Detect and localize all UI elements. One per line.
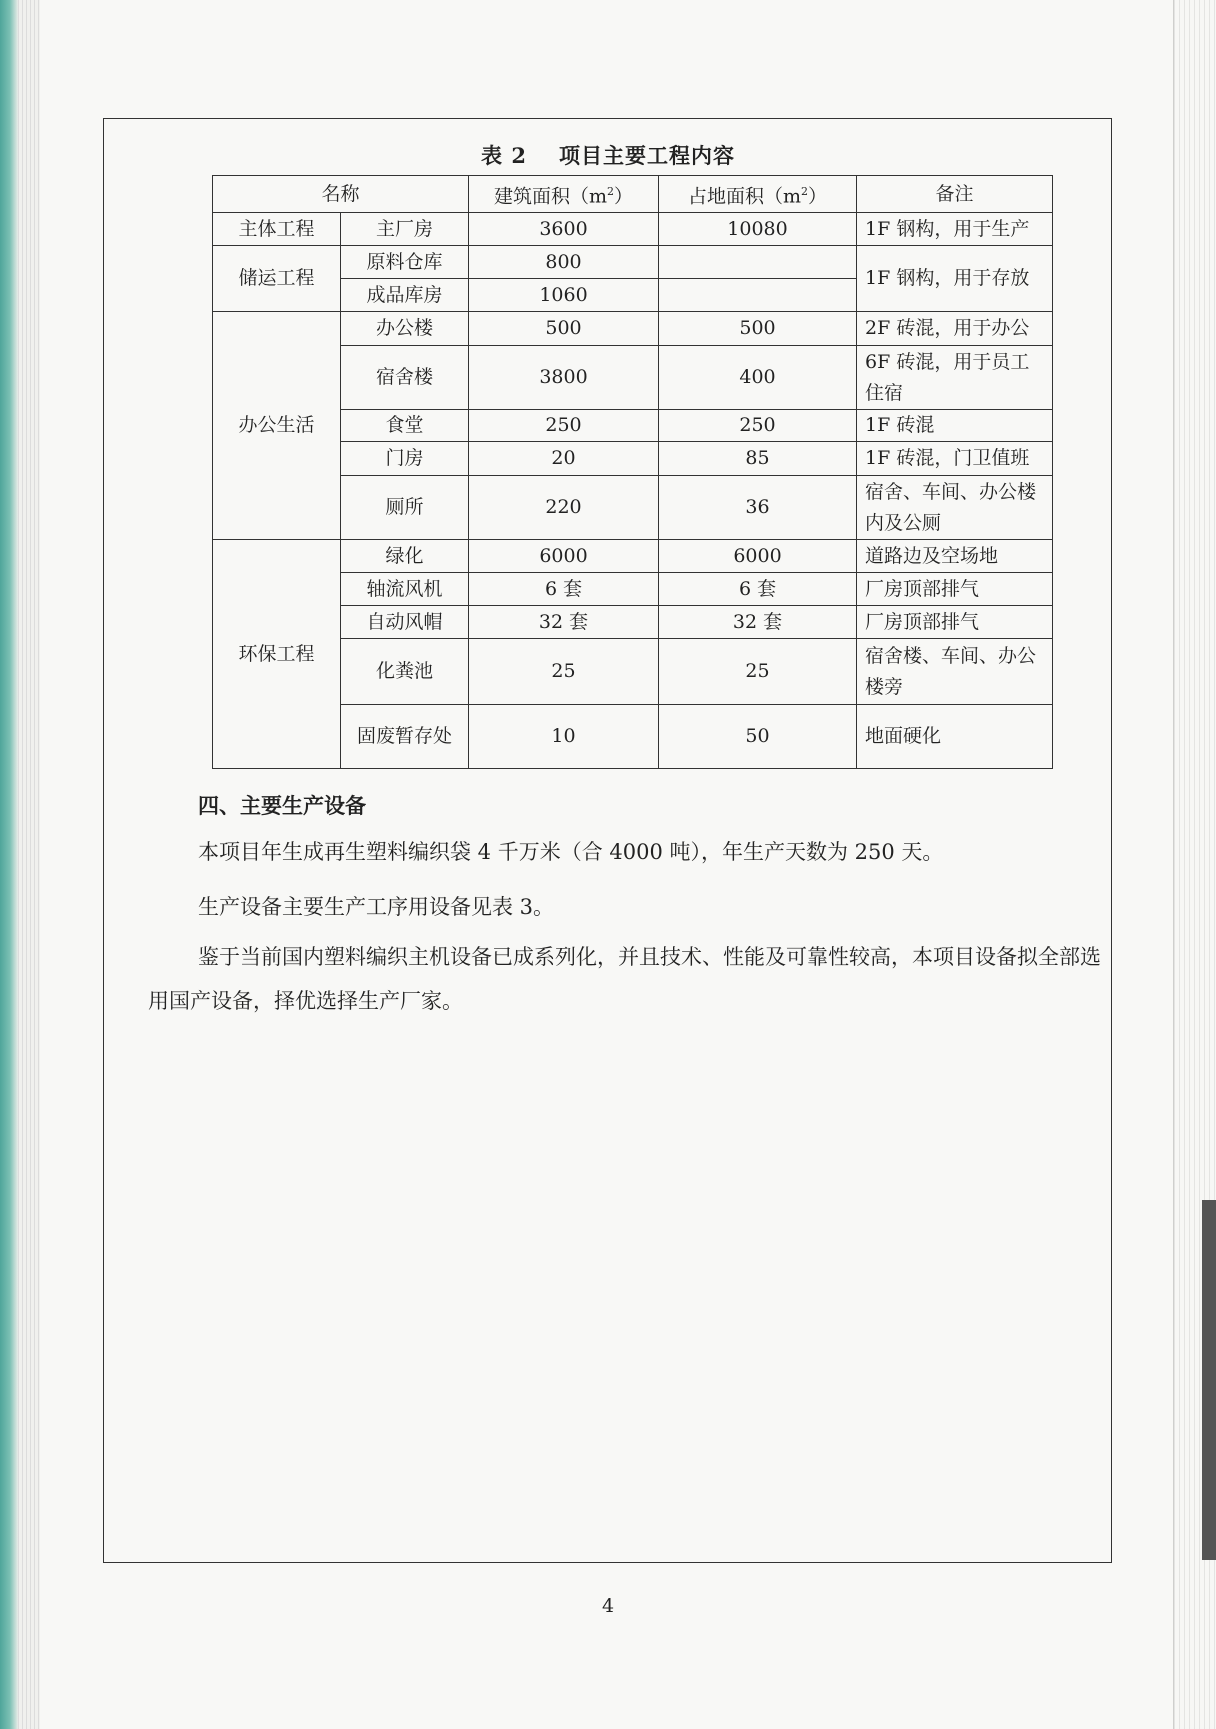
row-building: 10 xyxy=(469,705,659,769)
row-floor xyxy=(659,246,857,279)
header-building-area: 建筑面积$(m^2)$ xyxy=(469,176,659,213)
paragraph-equipment-ref: 生产设备主要生产工序用设备见表 3。 xyxy=(198,895,555,919)
row-building: 500 xyxy=(469,312,659,346)
table-row xyxy=(213,312,1053,346)
row-building: 800 xyxy=(469,246,659,279)
row-name: 食堂 xyxy=(341,410,469,442)
project-table xyxy=(212,175,1053,769)
group-main: 主体工程 xyxy=(213,213,341,246)
paragraph-capacity: 本项目年生成再生塑料编织袋 4 千万米（合 4000 吨），年生产天数为 250 天。 xyxy=(198,840,944,864)
row-floor xyxy=(659,279,857,312)
page-number: 4 xyxy=(601,1595,615,1617)
row-note: 宿舍楼、车间、办公楼旁 xyxy=(857,639,1053,705)
table-row xyxy=(213,246,1053,279)
row-name: 主厂房 xyxy=(341,213,469,246)
row-building: 25 xyxy=(469,639,659,705)
row-building: 220 xyxy=(469,476,659,540)
row-note: 1F 砖混，门卫值班 xyxy=(857,442,1053,476)
row-name: 成品库房 xyxy=(341,279,469,312)
row-floor: 500 xyxy=(659,312,857,346)
row-building: 3800 xyxy=(469,346,659,410)
table-label: 表 2 xyxy=(481,143,527,168)
row-name: 宿舍楼 xyxy=(341,346,469,410)
row-floor: 250 xyxy=(659,410,857,442)
row-building: 1060 xyxy=(469,279,659,312)
row-floor: 10080 xyxy=(659,213,857,246)
group-storage: 储运工程 xyxy=(213,246,341,312)
header-name: 名称 xyxy=(213,176,469,213)
group-office: 办公生活 xyxy=(213,312,341,540)
row-name: 绿化 xyxy=(341,540,469,573)
row-note: 6F 砖混，用于员工住宿 xyxy=(857,346,1053,410)
row-floor: 50 xyxy=(659,705,857,769)
row-note: 厂房顶部排气 xyxy=(857,573,1053,606)
row-floor: 32 套 xyxy=(659,606,857,639)
row-floor: 6 套 xyxy=(659,573,857,606)
group-env: 环保工程 xyxy=(213,540,341,769)
row-note: 厂房顶部排气 xyxy=(857,606,1053,639)
row-note: 地面硬化 xyxy=(857,705,1053,769)
section-heading: 四、主要生产设备 xyxy=(198,793,366,818)
table-caption xyxy=(0,140,1216,170)
row-floor: 85 xyxy=(659,442,857,476)
row-name: 厕所 xyxy=(341,476,469,540)
row-building: 20 xyxy=(469,442,659,476)
row-floor: 6000 xyxy=(659,540,857,573)
row-name: 门房 xyxy=(341,442,469,476)
scan-edge-right xyxy=(1173,0,1216,1729)
scan-edge-left xyxy=(0,0,18,1729)
row-building: 3600 xyxy=(469,213,659,246)
row-building: 6000 xyxy=(469,540,659,573)
row-building: 250 xyxy=(469,410,659,442)
row-floor: 400 xyxy=(659,346,857,410)
table-title: 项目主要工程内容 xyxy=(558,143,735,168)
row-floor: 25 xyxy=(659,639,857,705)
row-note: 道路边及空场地 xyxy=(857,540,1053,573)
table-row xyxy=(213,540,1053,573)
row-note: 2F 砖混，用于办公 xyxy=(857,312,1053,346)
row-name: 办公楼 xyxy=(341,312,469,346)
row-name: 化粪池 xyxy=(341,639,469,705)
row-name: 固废暂存处 xyxy=(341,705,469,769)
row-building: 6 套 xyxy=(469,573,659,606)
header-floor-area: 占地面积$(m^2)$ xyxy=(659,176,857,213)
header-remarks: 备注 xyxy=(857,176,1053,213)
table-header-row xyxy=(213,176,1053,213)
paragraph-domestic-equipment: 鉴于当前国内塑料编织主机设备已成系列化，并且技术、性能及可靠性较高，本项目设备拟全部选用国产设备，择优选择生产厂家。 xyxy=(148,945,1101,1013)
table-row xyxy=(213,213,1053,246)
scan-edge-pages xyxy=(18,0,40,1729)
row-name: 原料仓库 xyxy=(341,246,469,279)
row-name: 轴流风机 xyxy=(341,573,469,606)
row-note: 1F 砖混 xyxy=(857,410,1053,442)
row-note: 宿舍、车间、办公楼内及公厕 xyxy=(857,476,1053,540)
row-note: 1F 钢构，用于生产 xyxy=(857,213,1053,246)
row-name: 自动风帽 xyxy=(341,606,469,639)
row-note: 1F 钢构，用于存放 xyxy=(857,246,1053,312)
row-floor: 36 xyxy=(659,476,857,540)
row-building: 32 套 xyxy=(469,606,659,639)
